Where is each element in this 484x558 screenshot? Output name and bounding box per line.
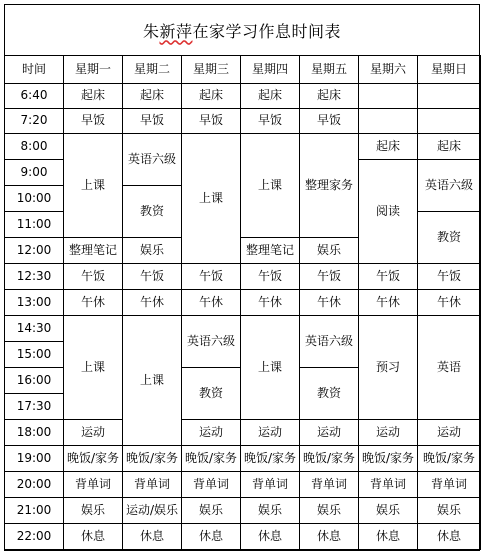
title-part-3: 在家学习作息时间表: [192, 21, 342, 41]
header-thu: 星期四: [241, 56, 300, 84]
time-cell: 12:00: [5, 238, 64, 264]
cell: 休息: [241, 524, 300, 550]
cell: 英语六级: [418, 160, 481, 212]
table-row: [5, 316, 481, 342]
time-cell: 12:30: [5, 264, 64, 290]
time-cell: 15:00: [5, 342, 64, 368]
cell: 晚饭/家务: [418, 446, 481, 472]
cell: 起床: [418, 134, 481, 160]
time-cell: 22:00: [5, 524, 64, 550]
cell: 娱乐: [418, 498, 481, 524]
time-cell: 13:00: [5, 290, 64, 316]
table-row: [5, 472, 481, 498]
table-row: [5, 524, 481, 550]
cell: 起床: [182, 84, 241, 109]
cell: 背单词: [241, 472, 300, 498]
cell: 运动: [359, 420, 418, 446]
cell: 晚饭/家务: [182, 446, 241, 472]
cell: 休息: [418, 524, 481, 550]
cell: 休息: [182, 524, 241, 550]
cell: 午休: [418, 290, 481, 316]
cell: 早饭: [182, 109, 241, 134]
cell: 运动: [241, 420, 300, 446]
cell: 背单词: [123, 472, 182, 498]
page-title: [5, 5, 479, 55]
cell: 午休: [241, 290, 300, 316]
empty-cell: [359, 84, 418, 109]
cell: 早饭: [64, 109, 123, 134]
cell: 背单词: [300, 472, 359, 498]
cell: 运动: [300, 420, 359, 446]
cell: 上课: [182, 134, 241, 264]
cell: 上课: [241, 316, 300, 420]
cell: 运动: [64, 420, 123, 446]
cell: 阅读: [359, 160, 418, 264]
header-tue: 星期二: [123, 56, 182, 84]
cell: 运动/娱乐: [123, 498, 182, 524]
title-part-2-underlined: 新萍: [159, 21, 193, 41]
cell: 午休: [64, 290, 123, 316]
time-cell: 10:00: [5, 186, 64, 212]
time-cell: 6:40: [5, 84, 64, 109]
cell: 晚饭/家务: [241, 446, 300, 472]
cell: 运动: [182, 420, 241, 446]
time-cell: 14:30: [5, 316, 64, 342]
schedule-table: [4, 55, 481, 550]
cell: 午休: [300, 290, 359, 316]
header-sun: 星期日: [418, 56, 481, 84]
cell: 午饭: [418, 264, 481, 290]
cell: 背单词: [418, 472, 481, 498]
time-cell: 16:00: [5, 368, 64, 394]
cell: 午饭: [241, 264, 300, 290]
time-cell: 7:20: [5, 109, 64, 134]
table-row: [5, 109, 481, 134]
cell: 休息: [300, 524, 359, 550]
cell: 娱乐: [241, 498, 300, 524]
empty-cell: [418, 109, 481, 134]
cell: 上课: [64, 134, 123, 238]
cell: 运动: [418, 420, 481, 446]
cell: 起床: [300, 84, 359, 109]
cell: 早饭: [300, 109, 359, 134]
cell: 娱乐: [300, 498, 359, 524]
table-row: [5, 420, 481, 446]
cell: 娱乐: [182, 498, 241, 524]
table-row: [5, 84, 481, 109]
cell: 起床: [123, 84, 182, 109]
cell: 午饭: [182, 264, 241, 290]
cell: 午休: [359, 290, 418, 316]
header-row: [5, 56, 481, 84]
cell: 整理笔记: [241, 238, 300, 264]
cell: 背单词: [182, 472, 241, 498]
cell: 午饭: [300, 264, 359, 290]
cell: 英语六级: [300, 316, 359, 368]
cell: 预习: [359, 316, 418, 420]
cell: 教资: [300, 368, 359, 420]
header-sat: 星期六: [359, 56, 418, 84]
header-time: 时间: [5, 56, 64, 84]
time-cell: 9:00: [5, 160, 64, 186]
time-cell: 11:00: [5, 212, 64, 238]
cell: 晚饭/家务: [123, 446, 182, 472]
cell: 英语: [418, 316, 481, 420]
table-row: [5, 446, 481, 472]
time-cell: 18:00: [5, 420, 64, 446]
cell: 晚饭/家务: [359, 446, 418, 472]
cell: 起床: [359, 134, 418, 160]
time-cell: 17:30: [5, 394, 64, 420]
cell: 午饭: [64, 264, 123, 290]
empty-cell: [359, 109, 418, 134]
title-part-1: 朱: [142, 21, 160, 41]
cell: 午休: [182, 290, 241, 316]
cell: 整理笔记: [64, 238, 123, 264]
time-cell: 20:00: [5, 472, 64, 498]
cell: 上课: [64, 316, 123, 420]
cell: 午饭: [359, 264, 418, 290]
cell: 早饭: [241, 109, 300, 134]
cell: 休息: [64, 524, 123, 550]
empty-cell: [418, 84, 481, 109]
cell: 休息: [123, 524, 182, 550]
cell: 教资: [182, 368, 241, 420]
cell: 娱乐: [123, 238, 182, 264]
cell: 背单词: [359, 472, 418, 498]
cell: 上课: [123, 316, 182, 446]
cell: 上课: [241, 134, 300, 238]
cell: 休息: [359, 524, 418, 550]
cell: 起床: [241, 84, 300, 109]
cell: 教资: [123, 186, 182, 238]
cell: 午休: [123, 290, 182, 316]
cell: 晚饭/家务: [300, 446, 359, 472]
header-wed: 星期三: [182, 56, 241, 84]
cell: 娱乐: [300, 238, 359, 264]
time-cell: 19:00: [5, 446, 64, 472]
table-row: [5, 290, 481, 316]
cell: 起床: [64, 84, 123, 109]
header-fri: 星期五: [300, 56, 359, 84]
time-cell: 8:00: [5, 134, 64, 160]
cell: 娱乐: [64, 498, 123, 524]
time-cell: 21:00: [5, 498, 64, 524]
header-mon: 星期一: [64, 56, 123, 84]
cell: 英语六级: [123, 134, 182, 186]
cell: 英语六级: [182, 316, 241, 368]
schedule-sheet: [4, 4, 480, 551]
cell: 背单词: [64, 472, 123, 498]
table-row: [5, 498, 481, 524]
cell: 娱乐: [359, 498, 418, 524]
cell: 午饭: [123, 264, 182, 290]
cell: 教资: [418, 212, 481, 264]
table-row: [5, 134, 481, 160]
cell: 整理家务: [300, 134, 359, 238]
cell: 早饭: [123, 109, 182, 134]
cell: 晚饭/家务: [64, 446, 123, 472]
table-row: [5, 264, 481, 290]
